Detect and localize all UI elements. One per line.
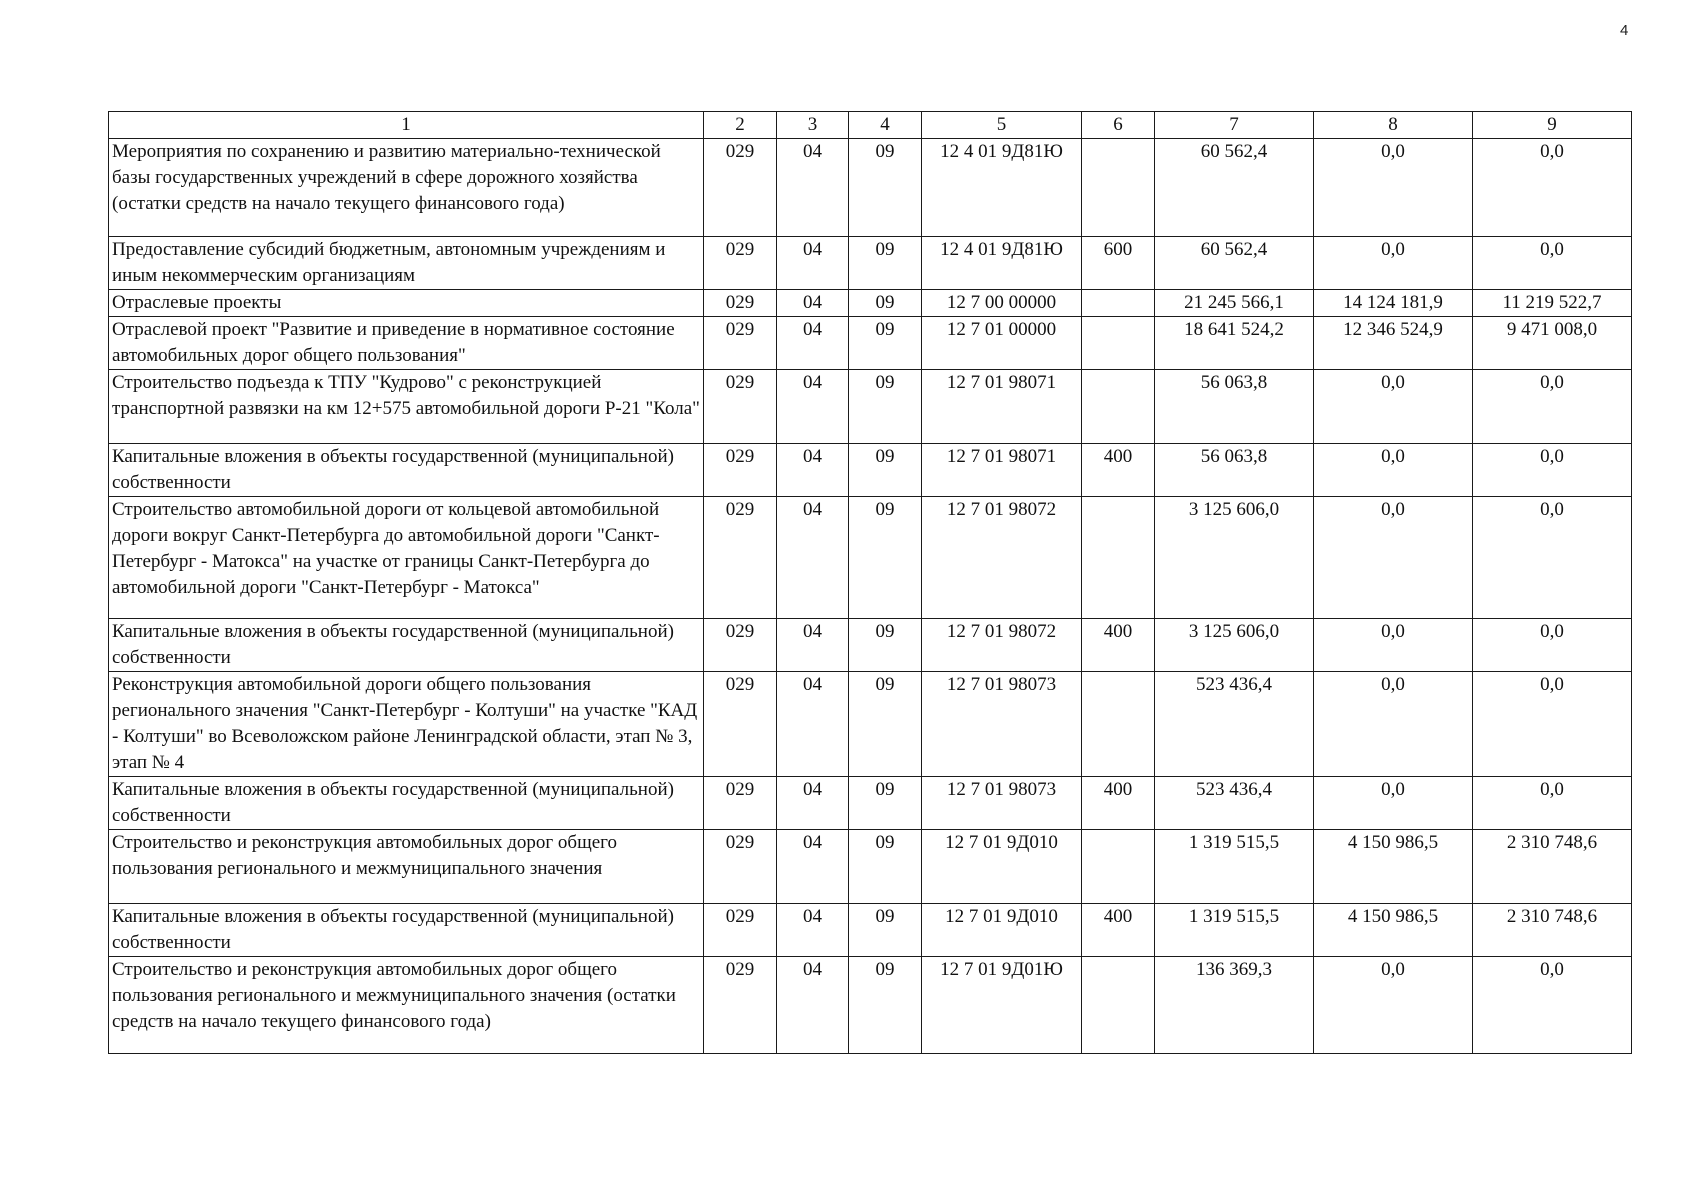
target-article-cell: 12 7 01 9Д010 <box>922 904 1082 957</box>
section-cell: 04 <box>777 619 849 672</box>
amount-cell: 2 310 748,6 <box>1473 830 1632 904</box>
table-row <box>109 619 1632 672</box>
subsection-cell: 09 <box>849 619 922 672</box>
subsection-cell: 09 <box>849 957 922 1054</box>
target-article-cell: 12 4 01 9Д81Ю <box>922 237 1082 290</box>
amount-cell: 0,0 <box>1314 672 1473 777</box>
expense-type-cell <box>1082 497 1155 619</box>
amount-cell: 2 310 748,6 <box>1473 904 1632 957</box>
amount-cell: 523 436,4 <box>1155 672 1314 777</box>
amount-cell: 56 063,8 <box>1155 370 1314 444</box>
amount-cell: 18 641 524,2 <box>1155 317 1314 370</box>
row-name-cell: Строительство автомобильной дороги от кольцевой автомобильной дороги вокруг Санкт-Петербурга до автомобильной дороги "Санкт-Петербург - Матокса" на участке от границы Санкт-Петербурга до автомобильной дороги "Санкт-Петербург - Матокса" <box>109 497 704 619</box>
section-cell: 04 <box>777 370 849 444</box>
row-name-cell: Отраслевые проекты <box>109 290 704 317</box>
amount-cell: 0,0 <box>1473 619 1632 672</box>
target-article-cell: 12 7 01 98071 <box>922 444 1082 497</box>
subsection-cell: 09 <box>849 830 922 904</box>
amount-cell: 3 125 606,0 <box>1155 497 1314 619</box>
section-cell: 04 <box>777 777 849 830</box>
amount-cell: 21 245 566,1 <box>1155 290 1314 317</box>
column-header: 9 <box>1473 112 1632 139</box>
amount-cell: 0,0 <box>1314 497 1473 619</box>
column-header: 5 <box>922 112 1082 139</box>
amount-cell: 4 150 986,5 <box>1314 830 1473 904</box>
subsection-cell: 09 <box>849 290 922 317</box>
amount-cell: 1 319 515,5 <box>1155 904 1314 957</box>
amount-cell: 523 436,4 <box>1155 777 1314 830</box>
admin-code-cell: 029 <box>704 497 777 619</box>
column-header: 8 <box>1314 112 1473 139</box>
table-row <box>109 830 1632 904</box>
target-article-cell: 12 7 01 98073 <box>922 777 1082 830</box>
target-article-cell: 12 7 01 98072 <box>922 619 1082 672</box>
section-cell: 04 <box>777 317 849 370</box>
amount-cell: 0,0 <box>1314 370 1473 444</box>
column-header: 1 <box>109 112 704 139</box>
admin-code-cell: 029 <box>704 904 777 957</box>
target-article-cell: 12 7 01 98072 <box>922 497 1082 619</box>
section-cell: 04 <box>777 139 849 237</box>
row-name-cell: Предоставление субсидий бюджетным, автономным учреждениям и иным некоммерческим организациям <box>109 237 704 290</box>
amount-cell: 14 124 181,9 <box>1314 290 1473 317</box>
budget-table <box>108 111 1632 1054</box>
section-cell: 04 <box>777 957 849 1054</box>
expense-type-cell <box>1082 957 1155 1054</box>
subsection-cell: 09 <box>849 444 922 497</box>
expense-type-cell <box>1082 290 1155 317</box>
amount-cell: 0,0 <box>1473 777 1632 830</box>
section-cell: 04 <box>777 830 849 904</box>
column-header: 3 <box>777 112 849 139</box>
section-cell: 04 <box>777 444 849 497</box>
table-row <box>109 777 1632 830</box>
row-name-cell: Капитальные вложения в объекты государственной (муниципальной) собственности <box>109 777 704 830</box>
page-number: 4 <box>1620 22 1629 39</box>
admin-code-cell: 029 <box>704 237 777 290</box>
table-body <box>109 139 1632 1054</box>
amount-cell: 0,0 <box>1314 237 1473 290</box>
table-row <box>109 317 1632 370</box>
expense-type-cell: 400 <box>1082 444 1155 497</box>
admin-code-cell: 029 <box>704 672 777 777</box>
subsection-cell: 09 <box>849 237 922 290</box>
row-name-cell: Капитальные вложения в объекты государственной (муниципальной) собственности <box>109 619 704 672</box>
target-article-cell: 12 7 01 98073 <box>922 672 1082 777</box>
table-row <box>109 237 1632 290</box>
amount-cell: 0,0 <box>1473 497 1632 619</box>
section-cell: 04 <box>777 237 849 290</box>
section-cell: 04 <box>777 904 849 957</box>
amount-cell: 0,0 <box>1473 370 1632 444</box>
subsection-cell: 09 <box>849 777 922 830</box>
amount-cell: 60 562,4 <box>1155 139 1314 237</box>
amount-cell: 0,0 <box>1314 777 1473 830</box>
row-name-cell: Строительство и реконструкция автомобильных дорог общего пользования регионального и межмуниципального значения (остатки средств на начало текущего финансового года) <box>109 957 704 1054</box>
admin-code-cell: 029 <box>704 957 777 1054</box>
expense-type-cell <box>1082 317 1155 370</box>
table-row <box>109 904 1632 957</box>
column-header: 2 <box>704 112 777 139</box>
row-name-cell: Отраслевой проект "Развитие и приведение в нормативное состояние автомобильных дорог общего пользования" <box>109 317 704 370</box>
target-article-cell: 12 7 01 00000 <box>922 317 1082 370</box>
table-row <box>109 290 1632 317</box>
row-name-cell: Строительство подъезда к ТПУ "Кудрово" с реконструкцией транспортной развязки на км 12+575 автомобильной дороги Р-21 "Кола" <box>109 370 704 444</box>
table-row <box>109 444 1632 497</box>
amount-cell: 12 346 524,9 <box>1314 317 1473 370</box>
target-article-cell: 12 7 01 9Д010 <box>922 830 1082 904</box>
admin-code-cell: 029 <box>704 370 777 444</box>
subsection-cell: 09 <box>849 672 922 777</box>
row-name-cell: Строительство и реконструкция автомобильных дорог общего пользования регионального и межмуниципального значения <box>109 830 704 904</box>
amount-cell: 0,0 <box>1314 444 1473 497</box>
row-name-cell: Капитальные вложения в объекты государственной (муниципальной) собственности <box>109 904 704 957</box>
amount-cell: 0,0 <box>1473 672 1632 777</box>
target-article-cell: 12 7 01 98071 <box>922 370 1082 444</box>
row-name-cell: Реконструкция автомобильной дороги общего пользования регионального значения "Санкт-Петербург - Колтуши" на участке "КАД - Колтуши" во Всеволожском районе Ленинградской области, этап № 3, этап № 4 <box>109 672 704 777</box>
expense-type-cell: 400 <box>1082 619 1155 672</box>
column-header: 7 <box>1155 112 1314 139</box>
subsection-cell: 09 <box>849 139 922 237</box>
amount-cell: 0,0 <box>1314 139 1473 237</box>
expense-type-cell: 400 <box>1082 777 1155 830</box>
amount-cell: 0,0 <box>1473 139 1632 237</box>
section-cell: 04 <box>777 672 849 777</box>
amount-cell: 0,0 <box>1473 237 1632 290</box>
table-row <box>109 957 1632 1054</box>
amount-cell: 11 219 522,7 <box>1473 290 1632 317</box>
amount-cell: 1 319 515,5 <box>1155 830 1314 904</box>
expense-type-cell: 600 <box>1082 237 1155 290</box>
expense-type-cell <box>1082 830 1155 904</box>
amount-cell: 9 471 008,0 <box>1473 317 1632 370</box>
amount-cell: 0,0 <box>1473 957 1632 1054</box>
admin-code-cell: 029 <box>704 317 777 370</box>
target-article-cell: 12 7 01 9Д01Ю <box>922 957 1082 1054</box>
admin-code-cell: 029 <box>704 290 777 317</box>
admin-code-cell: 029 <box>704 777 777 830</box>
subsection-cell: 09 <box>849 904 922 957</box>
amount-cell: 60 562,4 <box>1155 237 1314 290</box>
column-header: 6 <box>1082 112 1155 139</box>
admin-code-cell: 029 <box>704 444 777 497</box>
amount-cell: 0,0 <box>1473 444 1632 497</box>
subsection-cell: 09 <box>849 370 922 444</box>
amount-cell: 136 369,3 <box>1155 957 1314 1054</box>
expense-type-cell <box>1082 672 1155 777</box>
subsection-cell: 09 <box>849 497 922 619</box>
target-article-cell: 12 4 01 9Д81Ю <box>922 139 1082 237</box>
expense-type-cell <box>1082 370 1155 444</box>
table-row <box>109 370 1632 444</box>
row-name-cell: Капитальные вложения в объекты государственной (муниципальной) собственности <box>109 444 704 497</box>
table-row <box>109 672 1632 777</box>
section-cell: 04 <box>777 290 849 317</box>
admin-code-cell: 029 <box>704 830 777 904</box>
amount-cell: 4 150 986,5 <box>1314 904 1473 957</box>
amount-cell: 56 063,8 <box>1155 444 1314 497</box>
admin-code-cell: 029 <box>704 139 777 237</box>
header-row <box>109 112 1632 139</box>
target-article-cell: 12 7 00 00000 <box>922 290 1082 317</box>
admin-code-cell: 029 <box>704 619 777 672</box>
amount-cell: 3 125 606,0 <box>1155 619 1314 672</box>
column-header: 4 <box>849 112 922 139</box>
amount-cell: 0,0 <box>1314 619 1473 672</box>
expense-type-cell: 400 <box>1082 904 1155 957</box>
table-row <box>109 139 1632 237</box>
row-name-cell: Мероприятия по сохранению и развитию материально-технической базы государственных учреждений в сфере дорожного хозяйства (остатки средств на начало текущего финансового года) <box>109 139 704 237</box>
subsection-cell: 09 <box>849 317 922 370</box>
table-row <box>109 497 1632 619</box>
section-cell: 04 <box>777 497 849 619</box>
expense-type-cell <box>1082 139 1155 237</box>
amount-cell: 0,0 <box>1314 957 1473 1054</box>
